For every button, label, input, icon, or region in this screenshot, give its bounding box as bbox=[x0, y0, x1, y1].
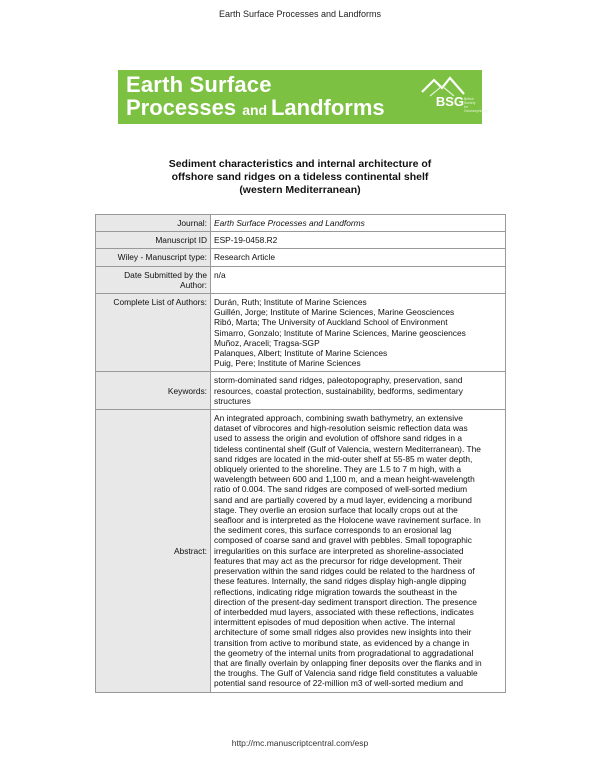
abstract-line: potential sand resource of 22-million m3 of well-sorted medium and bbox=[214, 678, 464, 689]
keywords-line: resources, coastal protection, sustainability, bedforms, sedimentary bbox=[214, 385, 463, 396]
abstract-line: these features. Internally, the sand ridges display high-angle dipping bbox=[214, 576, 467, 587]
abstract-line: that are finally overlain by onlapping finer deposits over the flanks and in bbox=[214, 657, 482, 668]
journal-banner bbox=[118, 70, 489, 124]
manuscript-type-label: Wiley - Manuscript type: bbox=[96, 249, 211, 266]
banner-title-line2: Processes and Landforms bbox=[126, 95, 385, 120]
authors-label: Complete List of Authors: bbox=[96, 294, 211, 372]
authors-row bbox=[96, 294, 506, 372]
abstract-line: composed of coarse sand and gravel with pebbles. Small topographic bbox=[214, 535, 472, 546]
author-entry: Puig, Pere; Institute of Marine Sciences bbox=[214, 358, 361, 369]
abstract-line: used to assess the origin and evolution of offshore sand ridges in a bbox=[214, 433, 462, 444]
abstract-line: An integrated approach, combining swath bathymetry, an extensive bbox=[214, 413, 463, 424]
author-entry: Palanques, Albert; Institute of Marine Sciences bbox=[214, 348, 388, 359]
author-entry: Muñoz, Araceli; Tragsa-SGP bbox=[214, 337, 320, 348]
bsg-logo-text: BSG bbox=[435, 94, 464, 109]
manuscript-id-row bbox=[96, 232, 506, 249]
abstract-line: seafloor and is interpreted as the Holocene wave ravinement surface. In bbox=[214, 515, 481, 526]
manuscript-metadata-table bbox=[95, 214, 506, 693]
abstract-row bbox=[96, 410, 506, 692]
authors-list bbox=[211, 294, 506, 372]
footer-url[interactable]: http://mc.manuscriptcentral.com/esp bbox=[231, 738, 369, 748]
abstract-line: of interbedded mud layers, associated with these reflections, indicates bbox=[214, 606, 474, 617]
abstract-line: the geometry of the internal units from progradational to aggradational bbox=[214, 647, 474, 658]
keywords-label: Keywords: bbox=[96, 372, 211, 410]
paper-title bbox=[100, 158, 500, 197]
abstract-line: architecture of some small ridges also provides new insights into their bbox=[214, 627, 472, 638]
manuscript-id-label: Manuscript ID bbox=[96, 232, 211, 249]
abstract-line: wavelength between 600 and 1,100 m, and a mean height-wavelength bbox=[214, 474, 475, 485]
abstract-line: tideless continental shelf (Gulf of Valencia, western Mediterranean). The bbox=[214, 443, 481, 454]
date-submitted-row bbox=[96, 266, 506, 293]
journal-value: Earth Surface Processes and Landforms bbox=[211, 215, 506, 232]
author-entry: Durán, Ruth; Institute of Marine Sciences bbox=[214, 297, 367, 308]
abstract-line: obliquely oriented to the shoreline. They are 1.5 to 7 m high, with a bbox=[214, 464, 462, 475]
keywords-line: structures bbox=[214, 395, 251, 406]
keywords-row bbox=[96, 372, 506, 410]
abstract-text bbox=[211, 410, 506, 692]
keywords-line: storm-dominated sand ridges, paleotopography, preservation, sand bbox=[214, 375, 463, 386]
journal-row bbox=[96, 215, 506, 232]
abstract-line: sand ridges are located in the mid-outer shelf at 55-85 m water depth, bbox=[214, 453, 473, 464]
abstract-line: ratio of 0.004. The sand ridges are composed of well-sorted medium bbox=[214, 484, 468, 495]
author-entry: Guillén, Jorge; Institute of Marine Sciences, Marine Geosciences bbox=[214, 307, 455, 318]
keywords-value bbox=[211, 372, 506, 410]
abstract-line: preservation within the sand ridges could be related to the hardness of bbox=[214, 566, 475, 577]
title-line: offshore sand ridges on a tideless continental shelf bbox=[171, 171, 429, 183]
abstract-line: reflections, indicating ridge migration towards the southeast in the bbox=[214, 586, 458, 597]
abstract-line: the troughs. The Gulf of Valencia sand ridge field constitutes a valuable bbox=[214, 668, 478, 679]
abstract-line: sand and are partially covered by a mud layer, evidencing a moribund bbox=[214, 494, 472, 505]
abstract-line: features that may act as the precursor for ridge development. Their bbox=[214, 555, 462, 566]
abstract-line: transition from active to moribund state, as evidenced by a change in bbox=[214, 637, 470, 648]
abstract-line: direction of the present-day sediment transport direction. The presence bbox=[214, 596, 477, 607]
abstract-line: irregularities on this surface are interpreted as shoreline-associated bbox=[214, 545, 464, 556]
abstract-line: intermittent episodes of mud deposition when active. The internal bbox=[214, 617, 455, 628]
bsg-logo-subtext: British Society for Geomorphology bbox=[464, 97, 489, 113]
manuscript-id-value: ESP-19-0458.R2 bbox=[211, 232, 506, 249]
title-line: Sediment characteristics and internal architecture of bbox=[168, 158, 432, 170]
running-header: Earth Surface Processes and Landforms bbox=[218, 9, 382, 19]
banner-title-line1: Earth Surface bbox=[126, 72, 272, 97]
abstract-line: stage. They overlie an erosion surface that locally crops out at the bbox=[214, 504, 458, 515]
date-submitted-label: Date Submitted by the Author: bbox=[96, 266, 211, 293]
manuscript-type-row bbox=[96, 249, 506, 266]
title-line: (western Mediterranean) bbox=[239, 184, 361, 196]
abstract-line: the sediment cores, this surface corresponds to an erosional lag bbox=[214, 525, 452, 536]
journal-label: Journal: bbox=[96, 215, 211, 232]
abstract-label: Abstract: bbox=[96, 410, 211, 692]
date-submitted-value: n/a bbox=[211, 266, 506, 293]
abstract-line: dataset of vibrocores and high-resolution seismic reflection data was bbox=[214, 423, 468, 434]
author-entry: Ribó, Marta; The University of Auckland School of Environment bbox=[214, 317, 448, 328]
author-entry: Simarro, Gonzalo; Institute of Marine Sciences, Marine geosciences bbox=[214, 327, 466, 338]
manuscript-type-value: Research Article bbox=[211, 249, 506, 266]
